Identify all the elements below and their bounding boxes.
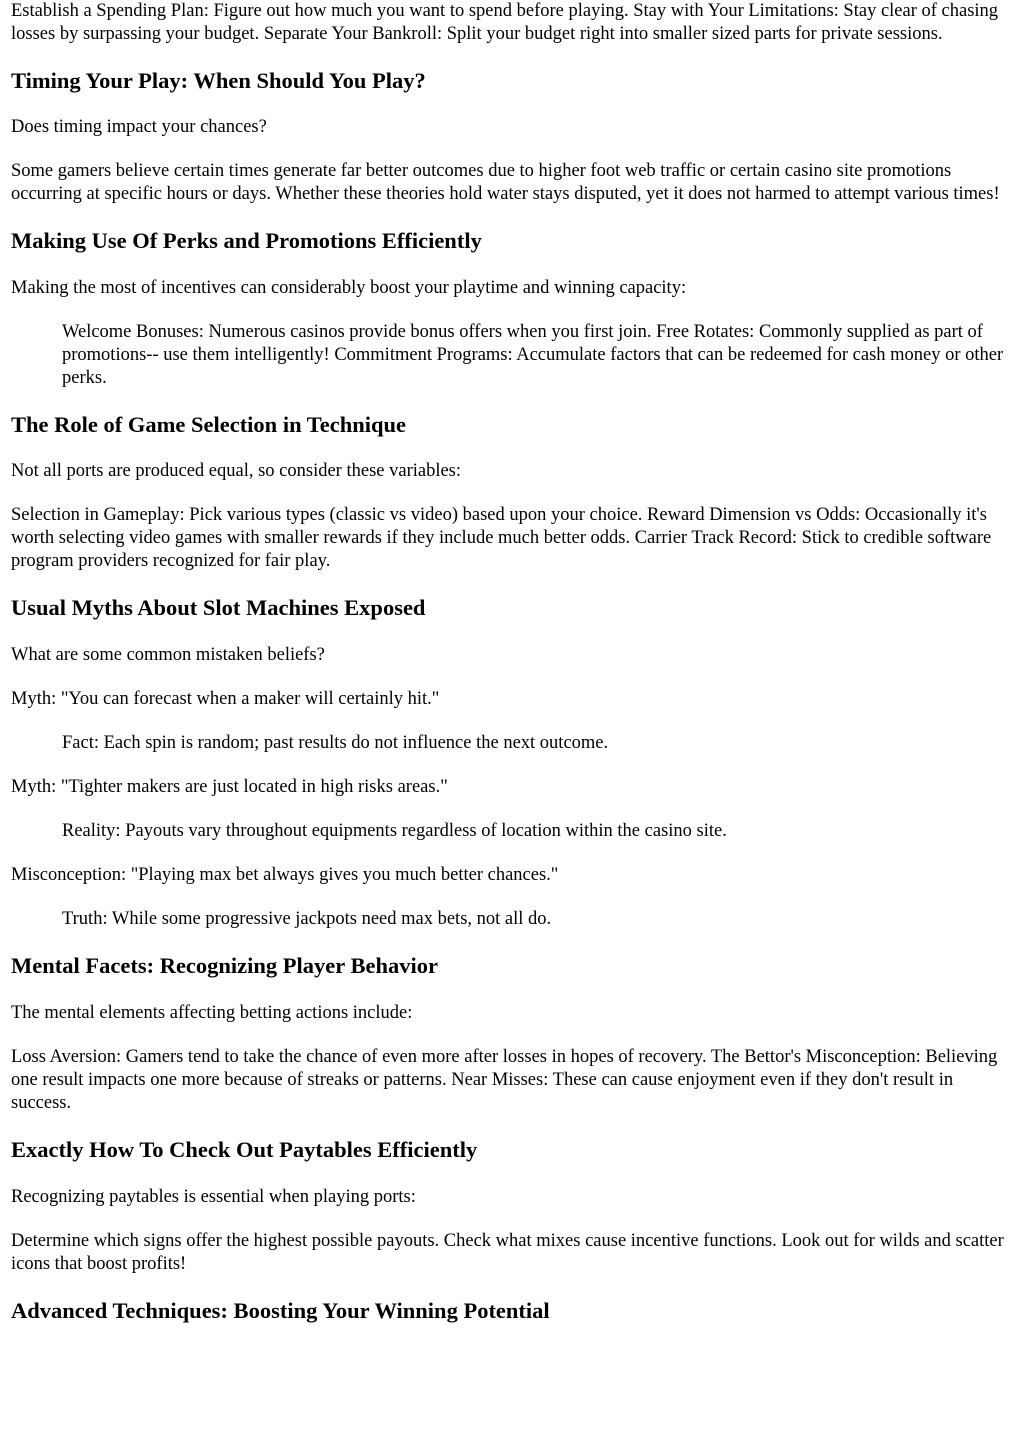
paragraph: Some gamers believe certain times generate far better outcomes due to higher foot web traffic or certain casino site promotions occurring at specific hours or days. Whether these theories hold water stays disputed, yet it does not harmed to attempt various times! [11, 161, 1000, 204]
section-heading-bonuses: Making Use Of Perks and Promotions Efficiently [11, 228, 482, 253]
paragraph: Does timing impact your chances? [11, 117, 267, 137]
myth-statement: Misconception: "Playing max bet always gives you much better chances." [11, 865, 559, 885]
paragraph: Making the most of incentives can considerably boost your playtime and winning capacity: [11, 278, 687, 298]
section-heading-mental-facets: Mental Facets: Recognizing Player Behavior [11, 953, 438, 978]
section-heading-game-selection: The Role of Game Selection in Technique [11, 412, 407, 437]
paragraph: Selection in Gameplay: Pick various types (classic vs video) based upon your choice. Reward Dimension vs Odds: Occasionally it's worth selecting video games with smaller rewards if they include much better odds. Carrier Track Record: Stick to credible software program providers recognized for fair play. [11, 505, 992, 571]
paragraph: The mental elements affecting betting actions include: [11, 1003, 413, 1023]
section-heading-myths: Usual Myths About Slot Machines Exposed [11, 595, 426, 620]
fact-statement: Reality: Payouts vary throughout equipments regardless of location within the casino site. [62, 821, 727, 841]
paragraph: Recognizing paytables is essential when playing ports: [11, 1187, 416, 1207]
paragraph: Determine which signs offer the highest possible payouts. Check what mixes cause incentive functions. Look out for wilds and scatter icons that boost profits! [11, 1231, 1004, 1274]
blockquote: Welcome Bonuses: Numerous casinos provide bonus offers when you first join. Free Rotates: Commonly supplied as part of promotions-- use them intelligently! Commitment Programs: Accumulate factors that can be redeemed for cash money or other perks. [62, 322, 1004, 388]
paragraph: Not all ports are produced equal, so consider these variables: [11, 461, 462, 481]
fact-statement: Fact: Each spin is random; past results do not influence the next outcome. [62, 733, 609, 753]
paragraph: Loss Aversion: Gamers tend to take the chance of even more after losses in hopes of recovery. The Bettor's Misconception: Believing one result impacts one more because of streaks or patterns. Near Misses: These can cause enjoyment even if they don't result in success. [11, 1047, 998, 1113]
section-heading-advanced-techniques: Advanced Techniques: Boosting Your Winning Potential [11, 1298, 550, 1323]
section-heading-paytables: Exactly How To Check Out Paytables Efficiently [11, 1137, 478, 1162]
myth-statement: Myth: "Tighter makers are just located in high risks areas." [11, 777, 448, 797]
section-heading-timing: Timing Your Play: When Should You Play? [11, 68, 426, 93]
myth-statement: Myth: "You can forecast when a maker will certainly hit." [11, 689, 440, 709]
intro-paragraph: Establish a Spending Plan: Figure out how much you want to spend before playing. Stay with Your Limitations: Stay clear of chasing losses by surpassing your budget. Separate Your Bankroll: Split your budget right into smaller sized parts for private sessions. [11, 1, 999, 44]
paragraph: What are some common mistaken beliefs? [11, 645, 325, 665]
fact-statement: Truth: While some progressive jackpots need max bets, not all do. [62, 909, 552, 929]
